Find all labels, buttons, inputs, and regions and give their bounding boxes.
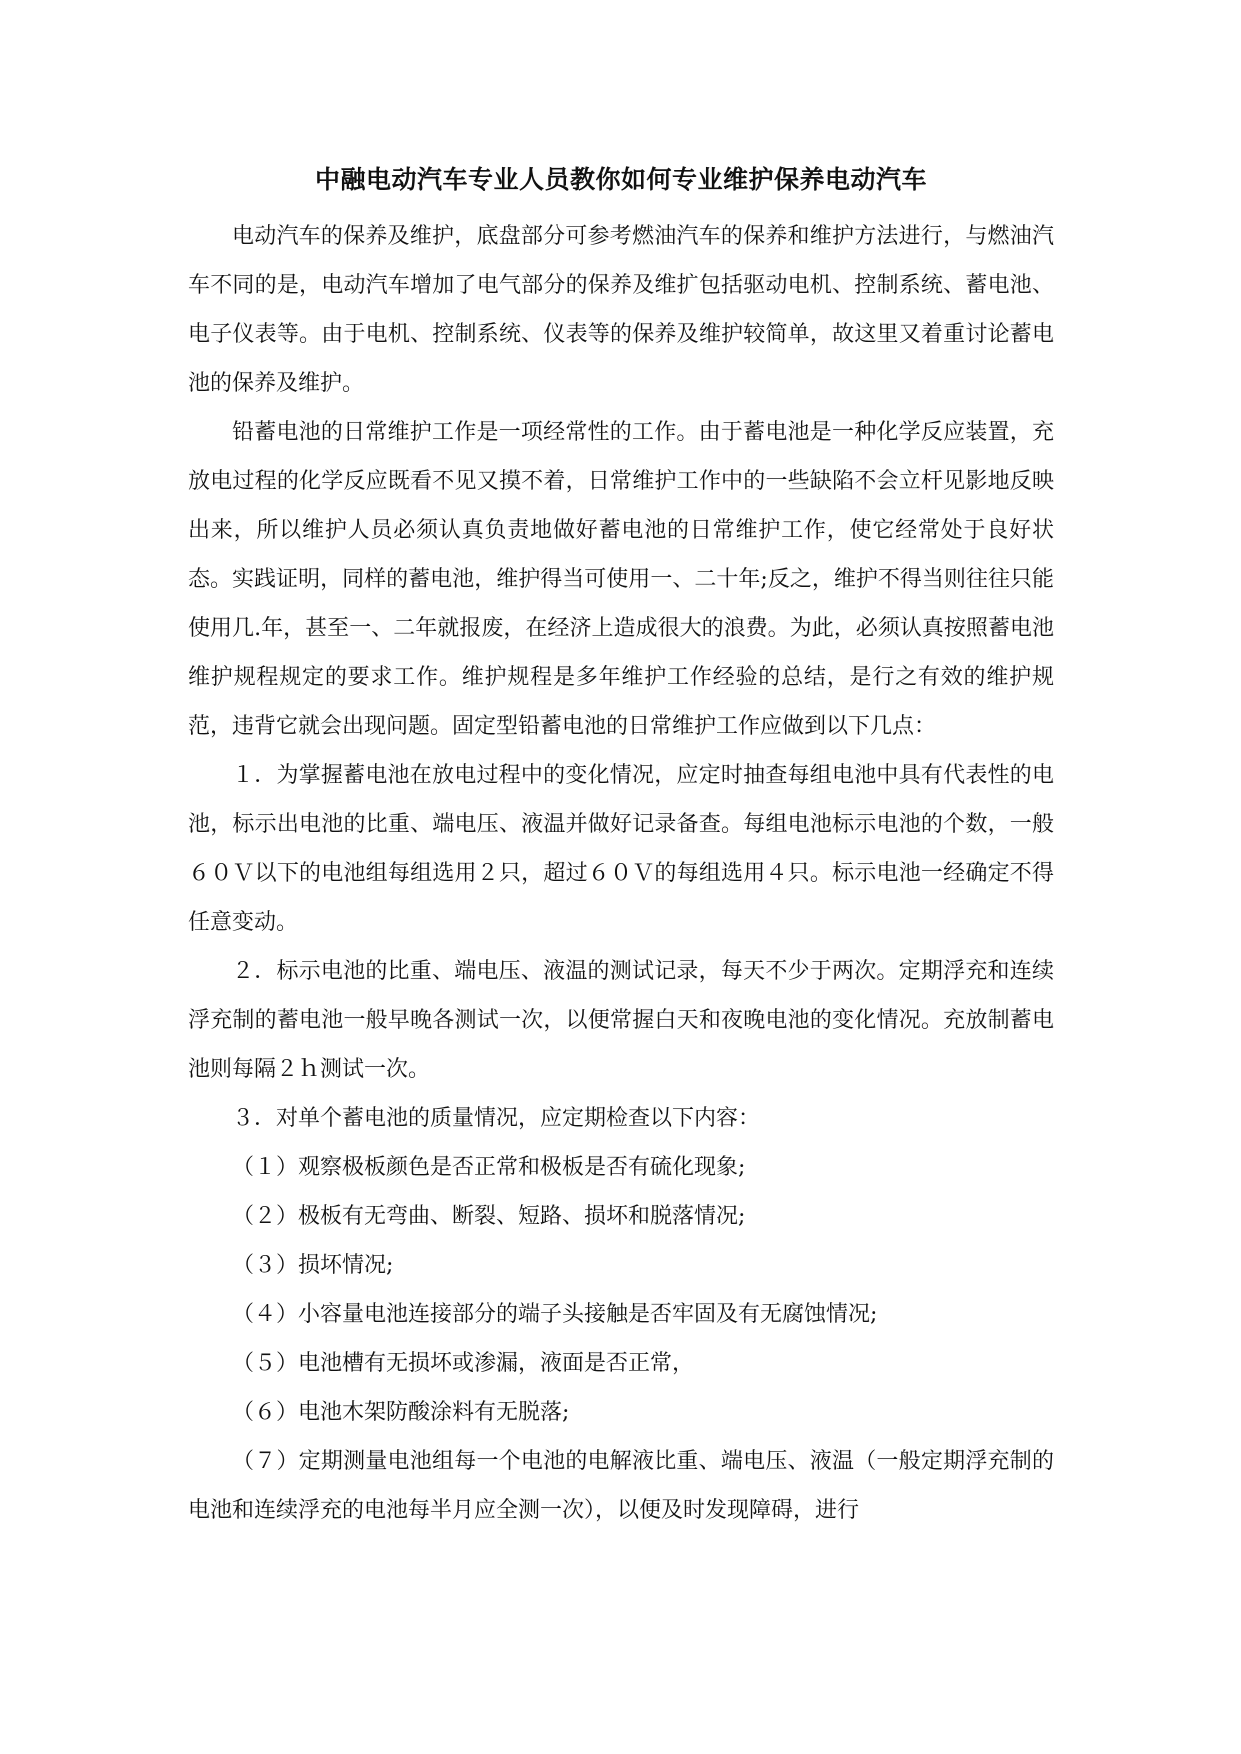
document-title: 中融电动汽车专业人员教你如何专业维护保养电动汽车 xyxy=(314,165,927,194)
paragraph-point-1: １．为掌握蓄电池在放电过程中的变化情况，应定时抽查每组电池中具有代表性的电池，标示出电池的比重、端电压、液温并做好记录备查。每组电池标示电池的个数，一般６０Ｖ以下的电池组每组选用２只，超过６０Ｖ的每组选用４只。标示电池一经确定不得任意变动。 xyxy=(188,763,1054,935)
paragraph-lead-battery-maintenance: 铅蓄电池的日常维护工作是一项经常性的工作。由于蓄电池是一种化学反应装置，充放电过程的化学反应既看不见又摸不着，日常维护工作中的一些缺陷不会立杆见影地反映出来，所以维护人员必须认真负责地做好蓄电池的日常维护工作，使它经常处于良好状态。实践证明，同样的蓄电池，维护得当可使用一、二十年;反之，维护不得当则往往只能使用几.年，甚至一、二年就报废，在经济上造成很大的浪费。为此，必须认真按照蓄电池维护规程规定的要求工作。维护规程是多年维护工作经验的总结，是行之有效的维护规范，违背它就会出现问题。固定型铅蓄电池的日常维护工作应做到以下几点： xyxy=(188,420,1054,739)
list-item: （３）损坏情况; xyxy=(232,1253,394,1278)
paragraph-point-3: ３．对单个蓄电池的质量情况，应定期检查以下内容： xyxy=(232,1106,761,1131)
list-item: （４）小容量电池连接部分的端子头接触是否牢固及有无腐蚀情况; xyxy=(232,1302,878,1327)
list-item: （２）极板有无弯曲、断裂、短路、损坏和脱落情况; xyxy=(232,1204,746,1229)
list-item: （５）电池槽有无损坏或渗漏，液面是否正常， xyxy=(232,1351,695,1376)
list-item: （７）定期测量电池组每一个电池的电解液比重、端电压、液温（一般定期浮充制的电池和连续浮充的电池每半月应全测一次），以便及时发现障碍，进行 xyxy=(188,1449,1054,1523)
list-item: （１）观察极板颜色是否正常和极板是否有硫化现象; xyxy=(232,1155,746,1180)
paragraph-point-2: ２．标示电池的比重、端电压、液温的测试记录，每天不少于两次。定期浮充和连续浮充制的蓄电池一般早晚各测试一次，以便常握白天和夜晚电池的变化情况。充放制蓄电池则每隔２ｈ测试一次。 xyxy=(188,959,1054,1082)
list-item: （６）电池木架防酸涂料有无脱落; xyxy=(232,1400,570,1425)
paragraph-intro: 电动汽车的保养及维护，底盘部分可参考燃油汽车的保养和维护方法进行，与燃油汽车不同的是，电动汽车增加了电气部分的保养及维扩包括驱动电机、控制系统、蓄电池、电子仪表等。由于电机、控制系统、仪表等的保养及维护较简单，故这里又着重讨论蓄电池的保养及维护。 xyxy=(188,224,1054,396)
document-page xyxy=(188,160,1054,1535)
